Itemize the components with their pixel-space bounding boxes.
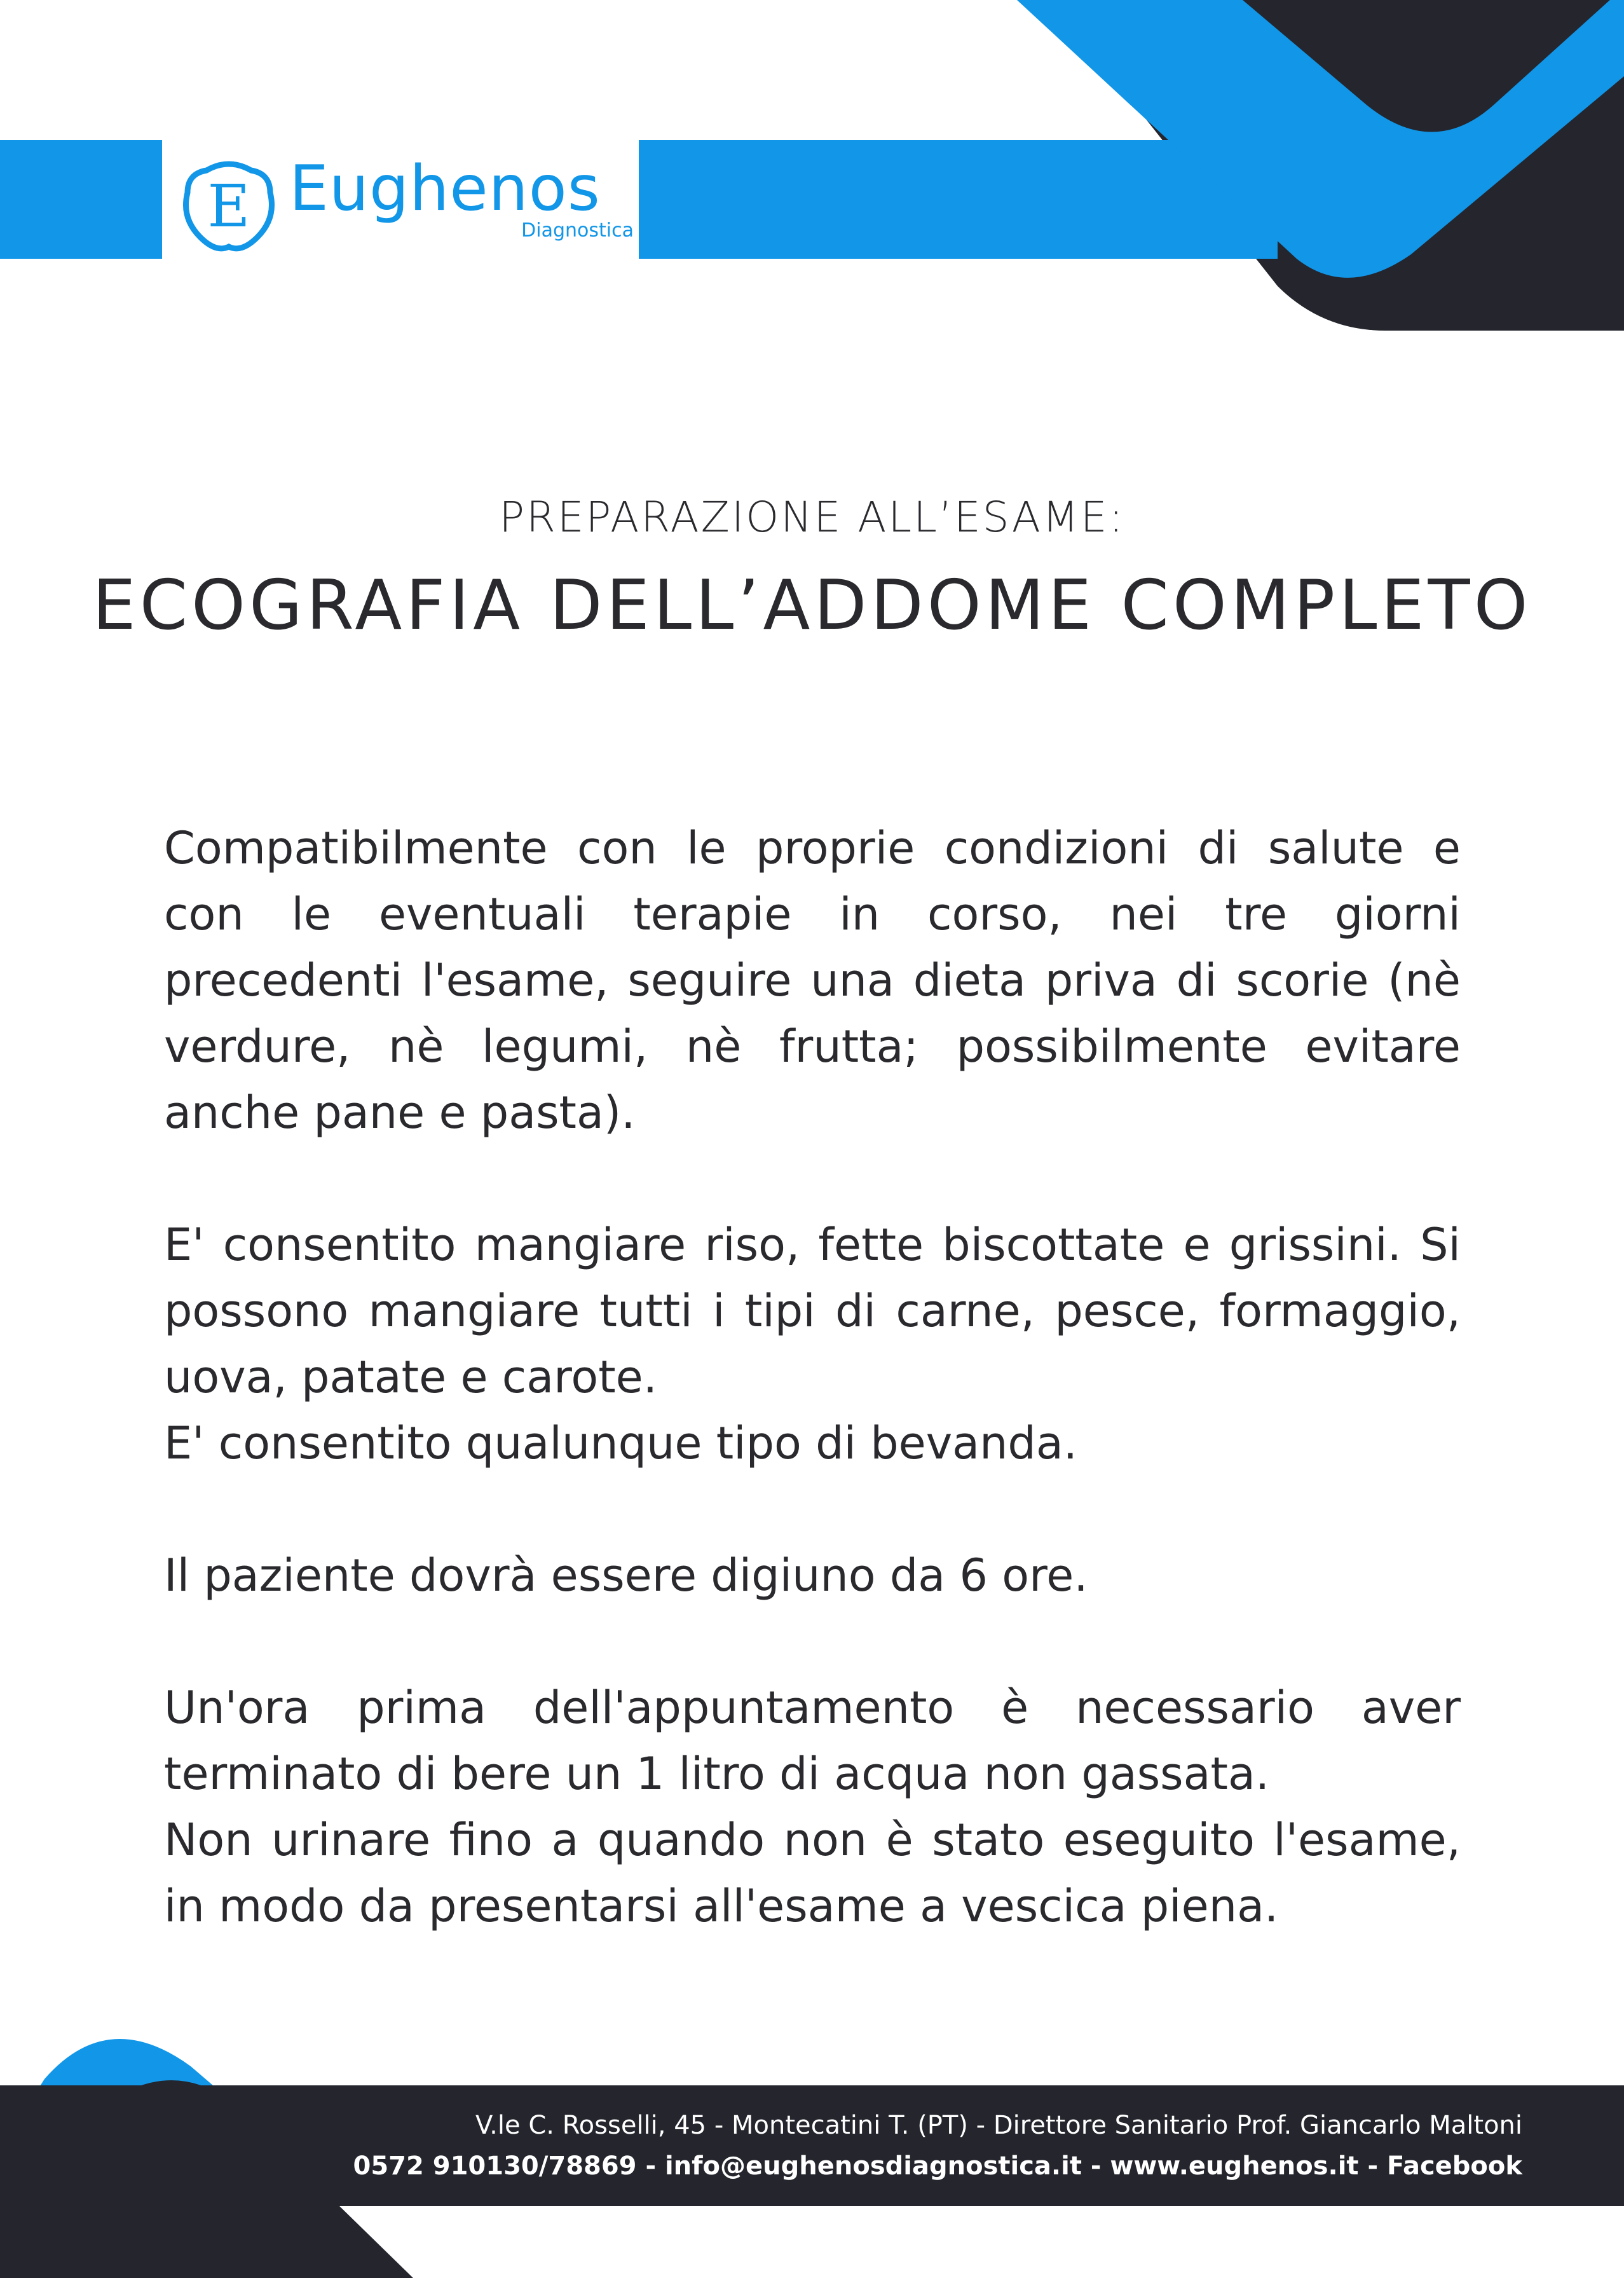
footer-contacts: 0572 910130/78869 - info@eughenosdiagnostica.it - www.eughenos.it - Facebook xyxy=(353,2151,1522,2181)
text-line: Compatibilmente con le proprie condizioni di salute e xyxy=(164,822,1461,874)
instructions-body xyxy=(164,815,1461,2005)
brand-shield-icon xyxy=(181,158,276,253)
text-line: Un'ora prima dell'appuntamento è necessario aver xyxy=(164,1682,1461,1734)
text-line: verdure, nè legumi, nè frutta; possibilmente evitare xyxy=(164,1020,1461,1073)
text-line: precedenti l'esame, seguire una dieta priva di scorie (nè xyxy=(164,954,1461,1006)
document-title: ECOGRAFIA DELL’ADDOME COMPLETO xyxy=(92,566,1532,645)
text-line: possono mangiare tutti i tipi di carne, pesce, formaggio, xyxy=(164,1285,1461,1337)
text-line: Non urinare fino a quando non è stato eseguito l'esame, xyxy=(164,1814,1461,1866)
paragraph-allowed-food xyxy=(164,1212,1461,1476)
document-subtitle: PREPARAZIONE ALL’ESAME: xyxy=(499,493,1125,542)
brand-name: Eughenos xyxy=(289,153,601,225)
paragraph-water xyxy=(164,1675,1461,1939)
text-line: E' consentito mangiare riso, fette biscottate e grissini. Si xyxy=(164,1219,1461,1271)
text-line: anche pane e pasta). xyxy=(164,1087,636,1139)
text-line: E' consentito qualunque tipo di bevanda. xyxy=(164,1417,1078,1469)
text-line: terminato di bere un 1 litro di acqua non gassata. xyxy=(164,1748,1270,1800)
brand-subname: Diagnostica xyxy=(521,219,634,242)
footer-bar xyxy=(0,2085,1624,2206)
text-line: con le eventuali terapie in corso, nei tre giorni xyxy=(164,888,1461,940)
paragraph-fasting xyxy=(164,1542,1461,1609)
text-line: Il paziente dovrà essere digiuno da 6 ore. xyxy=(164,1549,1088,1602)
paragraph-diet xyxy=(164,815,1461,1146)
svg-text:E: E xyxy=(207,172,250,240)
text-line: uova, patate e carote. xyxy=(164,1351,657,1403)
brand-logo xyxy=(162,140,639,259)
text-line: in modo da presentarsi all'esame a vescica piena. xyxy=(164,1880,1279,1932)
footer-address: V.le C. Rosselli, 45 - Montecatini T. (PT) - Direttore Sanitario Prof. Giancarlo Maltoni xyxy=(475,2111,1522,2140)
